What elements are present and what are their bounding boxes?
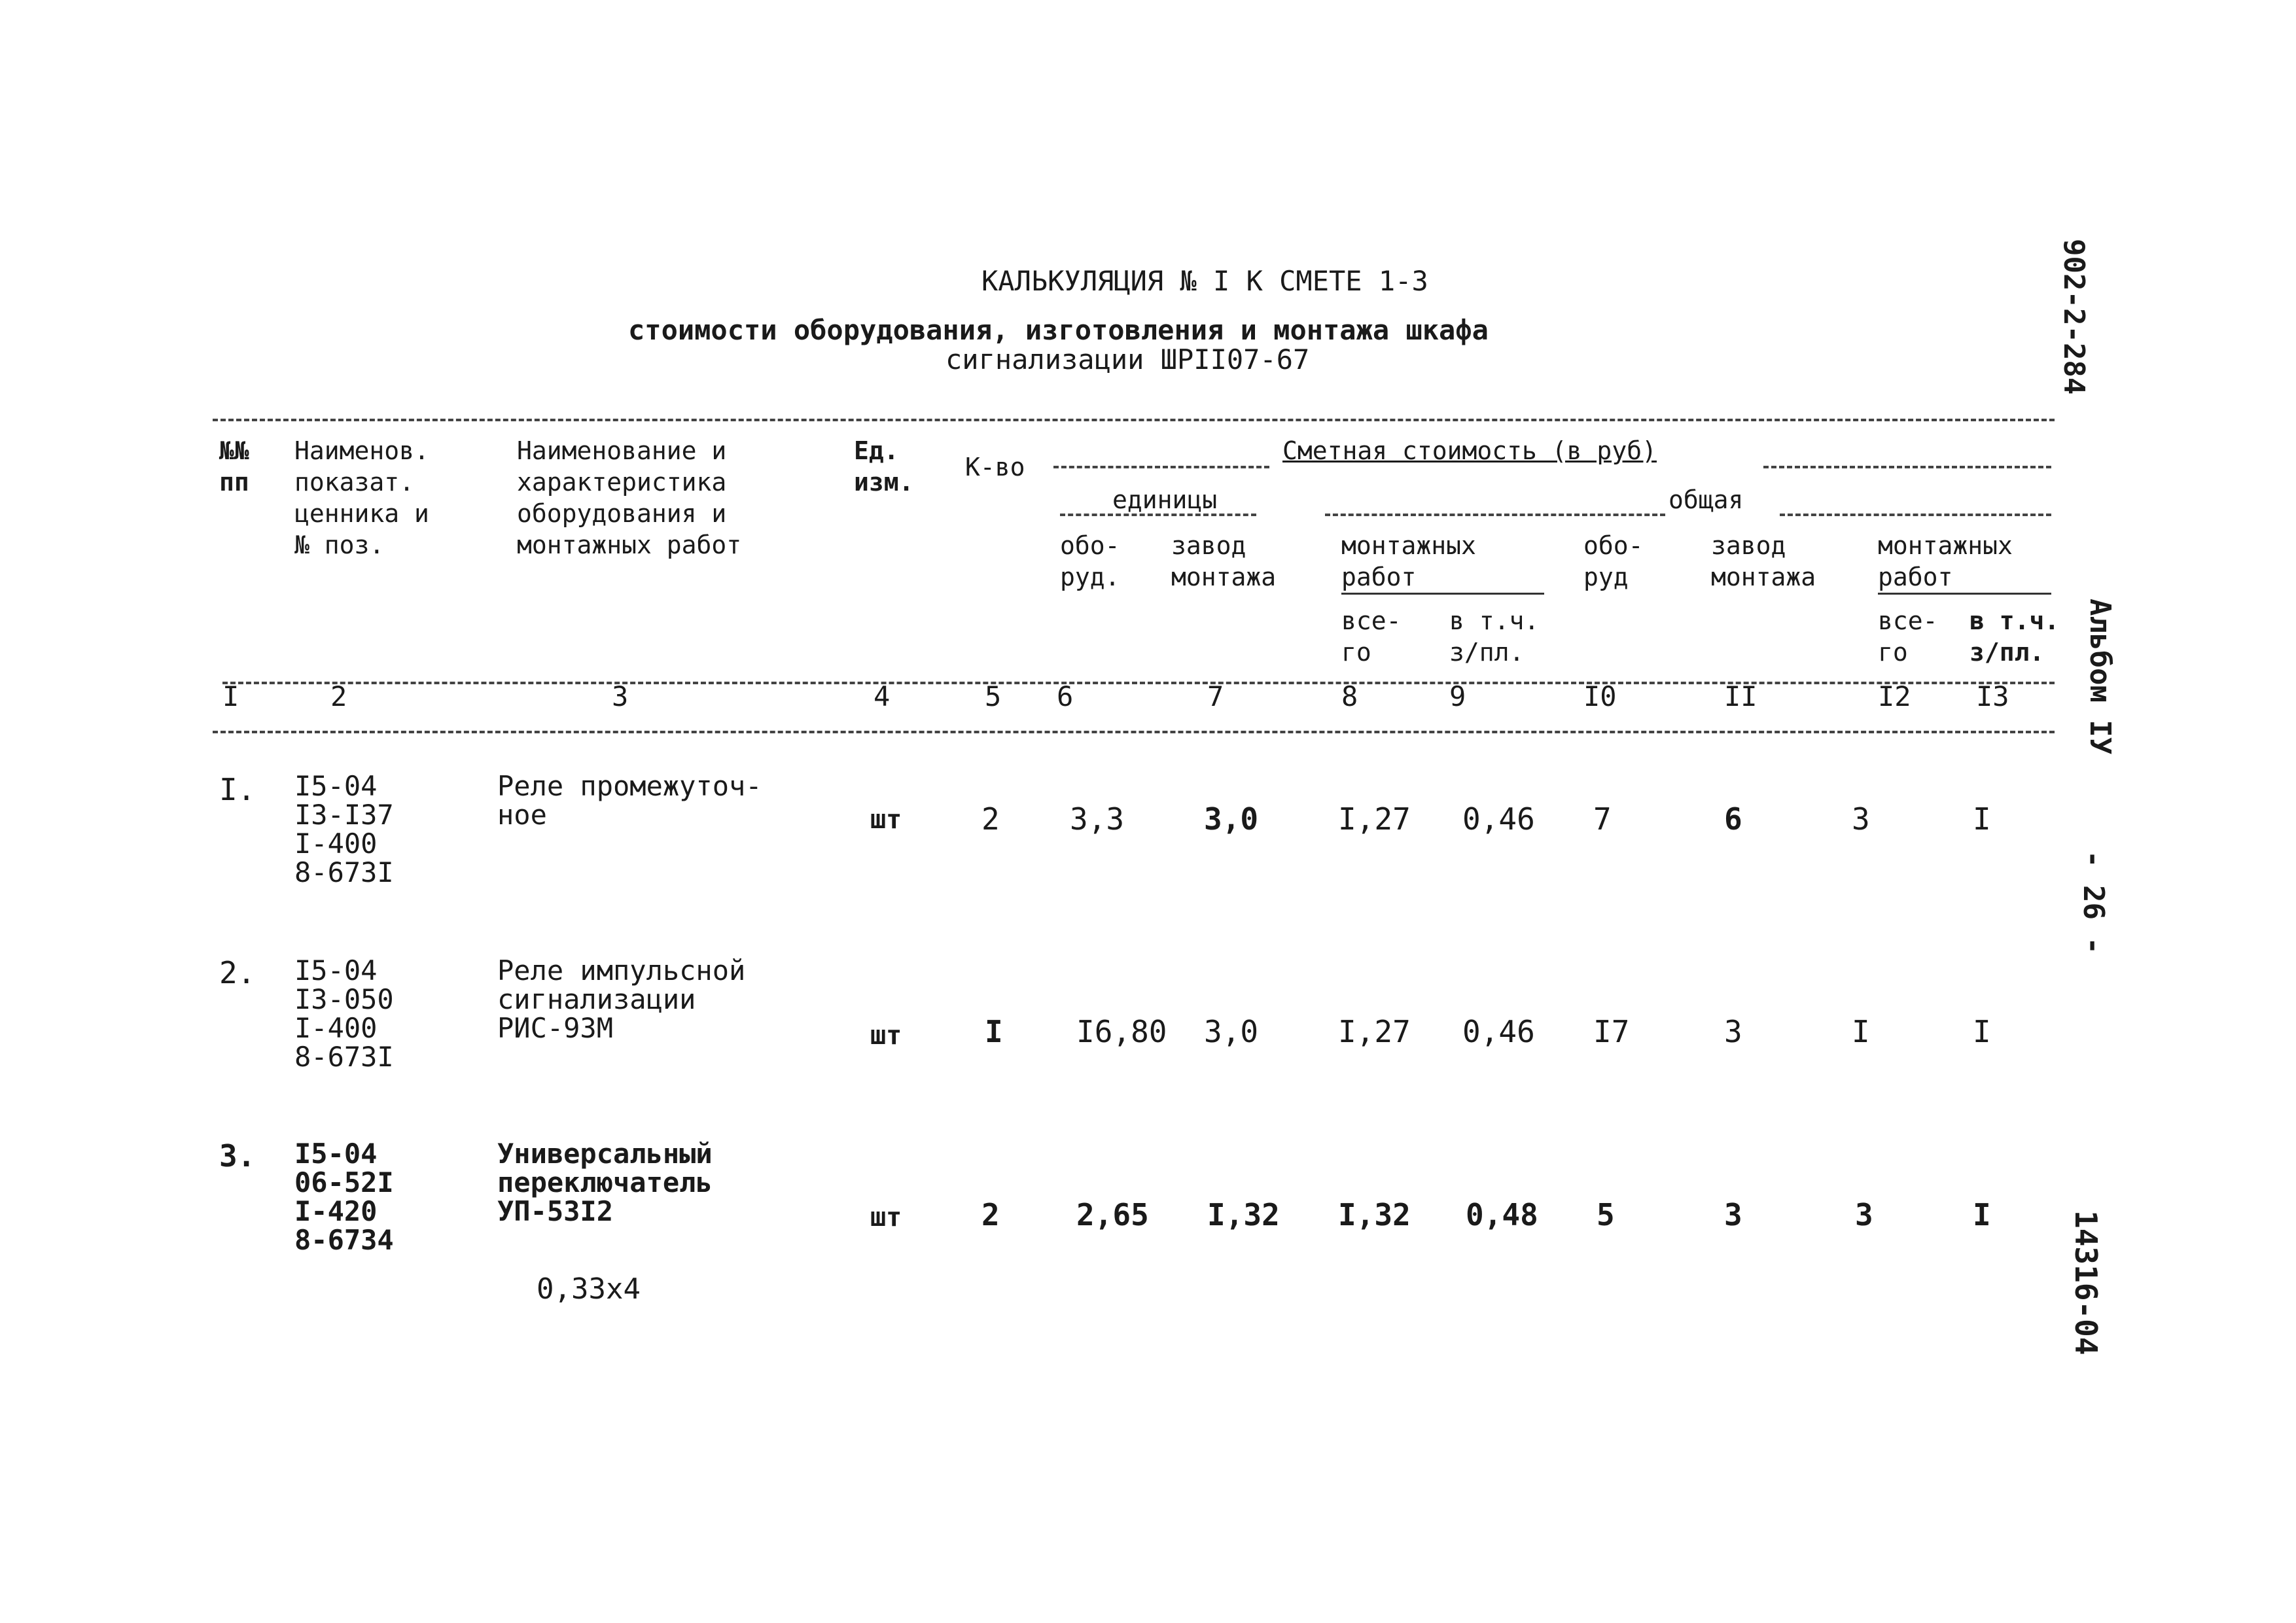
mount-all-unit-cell: I,32: [1338, 1197, 1411, 1232]
header-quantity: К-во: [965, 453, 1025, 481]
unit-cell: шт: [870, 805, 902, 835]
album-label: Альбом IУ: [2083, 599, 2117, 755]
column-number: 6: [1057, 680, 1074, 712]
factory-unit-cell: 3,0: [1204, 1014, 1259, 1049]
column-number: 4: [874, 680, 891, 712]
equip-total-cell: I7: [1593, 1014, 1630, 1049]
document-code-bottom: 14316-04: [2068, 1210, 2104, 1355]
price-code: I5-04 I3-050 I-400 8-673I: [294, 954, 394, 1073]
column-number: 2: [330, 680, 347, 712]
mount-all-total-cell: I: [1852, 1014, 1870, 1049]
mount-wage-unit-cell: 0,46: [1462, 801, 1535, 837]
price-code: I5-04 06-52I I-420 8-6734: [294, 1138, 394, 1256]
mount-wage-total-cell: I: [1973, 1014, 1991, 1049]
table-top-rule: [213, 419, 2055, 421]
column-number: 9: [1449, 680, 1466, 712]
column-number: I0: [1583, 680, 1617, 712]
header-factory-total: завод монтажа: [1711, 531, 1816, 591]
header-total: общая: [1669, 485, 1744, 514]
factory-total-cell: 3: [1724, 1014, 1742, 1049]
item-name: Универсальный переключатель УП-53I2: [497, 1138, 713, 1227]
header-unit: Ед. изм.: [854, 436, 914, 497]
header-mount-unit: монтажных работ: [1341, 531, 1476, 591]
row-number: 3.: [219, 1138, 256, 1174]
unit-rule-right: [1780, 514, 2051, 516]
unit-rule-middle: [1325, 514, 1665, 516]
column-number: I: [222, 680, 239, 712]
document-title: КАЛЬКУЛЯЦИЯ № I К СМЕТЕ 1-3: [981, 265, 1428, 297]
column-number: 5: [985, 680, 1002, 712]
header-mount-all-unit: все- го: [1341, 606, 1402, 667]
header-mount-wage-total: в т.ч. з/пл.: [1969, 606, 2060, 667]
document-subtitle: стоимости оборудования, изготовления и монтажа шкафа: [628, 314, 1489, 346]
column-number: I2: [1878, 680, 1911, 712]
equip-unit-cell: 2,65: [1076, 1197, 1149, 1232]
mount-all-total-cell: 3: [1855, 1197, 1873, 1232]
price-code: I5-04 I3-I37 I-400 8-673I: [294, 770, 394, 888]
unit-cell: шт: [870, 1021, 902, 1051]
group-rule-left: [1053, 466, 1269, 468]
quantity-cell: 2: [981, 1197, 1000, 1232]
row-number: 2.: [219, 955, 256, 990]
header-bottom-rule: [213, 731, 2055, 733]
column-number: 7: [1207, 680, 1224, 712]
header-row-number: №№ пп: [219, 436, 249, 497]
document-code-top: 902-2-284: [2057, 239, 2091, 395]
mount-unit-underline: [1341, 593, 1544, 595]
mount-wage-unit-cell: 0,46: [1462, 1014, 1535, 1049]
header-mount-all-total: все- го: [1878, 606, 1938, 667]
header-per-unit: единицы: [1112, 485, 1218, 514]
document-subtitle-2: сигнализации ШРII07-67: [945, 343, 1310, 375]
header-name: Наименование и характеристика оборудования и монтажных работ: [517, 436, 742, 559]
mount-all-unit-cell: I,27: [1338, 801, 1411, 837]
header-equip-total: обо- руд: [1583, 531, 1644, 591]
header-mount-wage-unit: в т.ч. з/пл.: [1449, 606, 1540, 667]
factory-total-cell: 3: [1724, 1197, 1742, 1232]
header-factory-unit: завод монтажа: [1171, 531, 1277, 591]
mount-total-underline: [1878, 593, 2051, 595]
equip-unit-cell: I6,80: [1076, 1014, 1167, 1049]
column-number: 3: [612, 680, 629, 712]
row-number: I.: [219, 772, 256, 807]
factory-total-cell: 6: [1724, 801, 1742, 837]
page-number: - 26 -: [2077, 850, 2110, 954]
column-number: I3: [1976, 680, 2009, 712]
equip-unit-cell: 3,3: [1070, 801, 1125, 837]
mount-wage-total-cell: I: [1973, 1197, 1991, 1232]
column-number: 8: [1341, 680, 1358, 712]
header-price-code: Наименов. показат. ценника и № поз.: [294, 436, 429, 559]
header-estimate-cost: Сметная стоимость (в руб): [1282, 436, 1657, 465]
header-equip-unit: обо- руд.: [1060, 531, 1120, 591]
unit-cell: шт: [870, 1202, 902, 1232]
factory-unit-cell: I,32: [1207, 1197, 1280, 1232]
header-mount-total: монтажных работ: [1878, 531, 2013, 591]
quantity-cell: I: [985, 1014, 1003, 1049]
item-note: 0,33x4: [537, 1272, 641, 1306]
mount-wage-unit-cell: 0,48: [1466, 1197, 1538, 1232]
column-number-rule: [222, 682, 2055, 684]
equip-total-cell: 5: [1597, 1197, 1615, 1232]
column-number: II: [1724, 680, 1757, 712]
item-name: Реле импульсной сигнализации РИС-93М: [497, 954, 746, 1044]
mount-wage-total-cell: I: [1973, 801, 1991, 837]
mount-all-total-cell: 3: [1852, 801, 1870, 837]
item-name: Реле промежуточ- ное: [497, 770, 762, 831]
quantity-cell: 2: [981, 801, 1000, 837]
equip-total-cell: 7: [1593, 801, 1612, 837]
mount-all-unit-cell: I,27: [1338, 1014, 1411, 1049]
group-rule-right: [1763, 466, 2051, 468]
factory-unit-cell: 3,0: [1204, 801, 1259, 837]
